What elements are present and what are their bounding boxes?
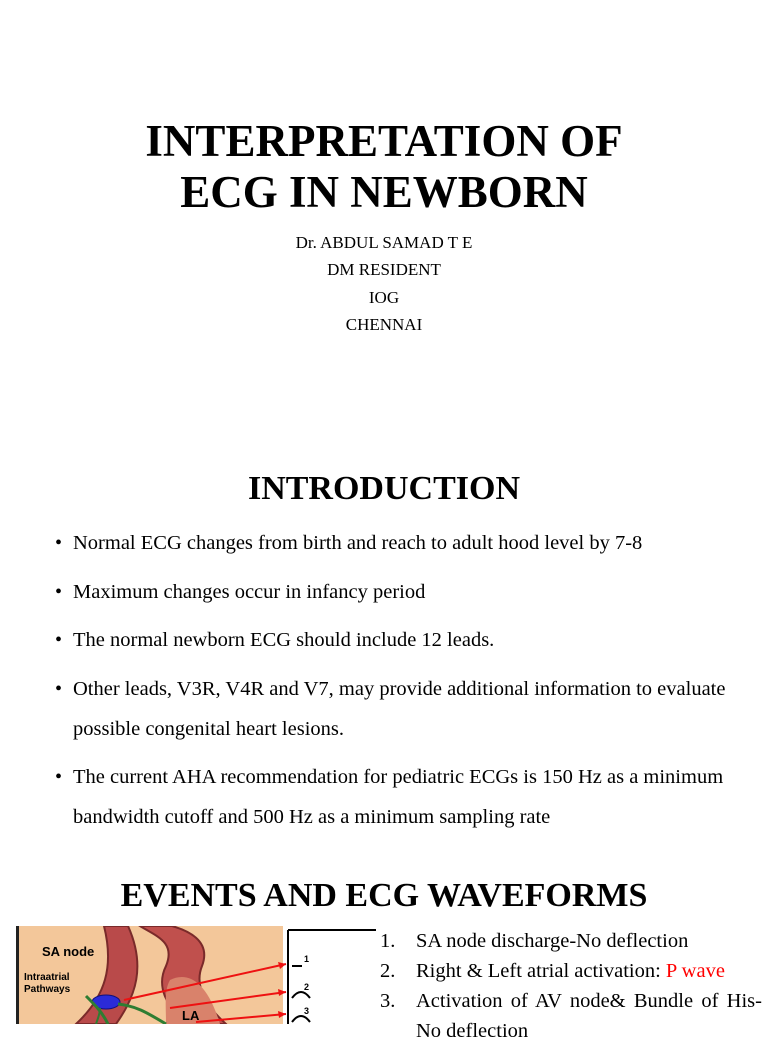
item-text: SA node discharge-No deflection	[416, 930, 689, 952]
author-name: Dr. ABDUL SAMAD T E	[295, 233, 473, 252]
pathways-label-line-1: Intraatrial	[24, 972, 70, 983]
waveform-marker-1: 1	[304, 954, 310, 964]
events-numbered-list	[380, 926, 762, 1046]
item-highlight: P wave	[665, 960, 725, 982]
introduction-heading: INTRODUCTION	[247, 470, 521, 507]
author-position: DM RESIDENT	[327, 260, 441, 280]
item-text: Activation of AV node& Bundle of His-No deflection	[416, 990, 762, 1042]
bullet-icon: •	[55, 766, 63, 788]
list-item	[380, 926, 762, 956]
title-line-1: INTERPRETATION OF	[145, 116, 623, 166]
list-item	[55, 620, 755, 660]
list-item	[55, 757, 755, 837]
bullet-icon: •	[55, 580, 63, 603]
list-item	[55, 523, 755, 563]
bullet-icon: •	[55, 677, 63, 700]
waveform-marker-2: 2	[304, 982, 310, 992]
item-number: 3.	[380, 990, 396, 1012]
list-item	[380, 956, 762, 986]
pathways-label-line-2: Pathways	[24, 984, 71, 995]
sa-node-label: SA node	[42, 944, 95, 959]
la-label: LA	[182, 1008, 200, 1023]
item-number: 2.	[380, 960, 396, 982]
waveform-marker-3: 3	[304, 1006, 310, 1016]
introduction-slide	[0, 420, 768, 860]
title-slide	[0, 0, 768, 420]
bullet-text: Normal ECG changes from birth and reach to adult hood level by 7-8	[73, 532, 643, 554]
item-number: 1.	[380, 930, 396, 952]
bullet-text: The current AHA recommendation for pediatric ECGs is 150 Hz as a minimum bandwidth cutoff and 500 Hz as a minimum sampling rate	[73, 766, 724, 828]
author-city: CHENNAI	[345, 314, 423, 334]
introduction-bullet-list	[55, 523, 755, 846]
presentation-title	[0, 116, 768, 218]
list-item	[380, 986, 762, 1046]
item-text: Right & Left atrial activation:	[416, 960, 666, 982]
bullet-text: Maximum changes occur in infancy period	[73, 580, 426, 603]
bullet-icon: •	[55, 629, 63, 651]
bullet-text: Other leads, V3R, V4R and V7, may provide additional information to evaluate possible congenital heart lesions.	[73, 677, 726, 740]
events-heading: EVENTS AND ECG WAVEFORMS	[120, 877, 648, 914]
list-item	[55, 572, 755, 612]
bullet-text: The normal newborn ECG should include 12 leads.	[73, 629, 495, 651]
author-block	[0, 229, 768, 338]
author-institute: IOG	[368, 287, 400, 307]
events-slide	[0, 860, 768, 1042]
list-item	[55, 669, 755, 749]
bullet-icon: •	[55, 532, 63, 554]
title-line-2: ECG IN NEWBORN	[180, 167, 588, 217]
heart-conduction-diagram	[16, 926, 376, 1024]
